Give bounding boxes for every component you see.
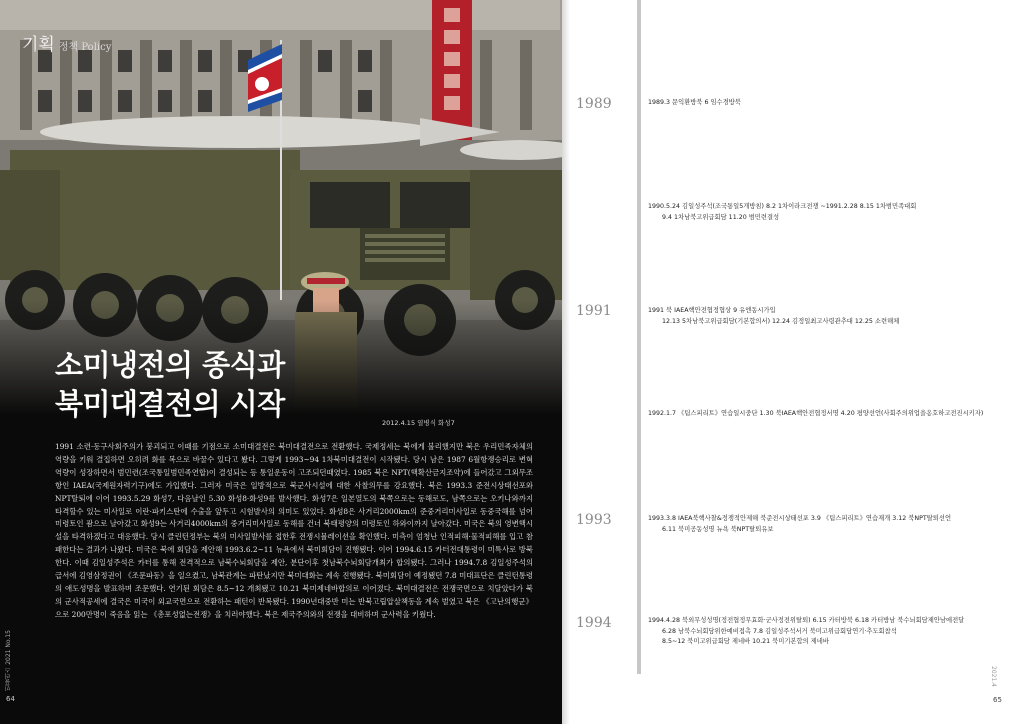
- timeline-entry-line: 12.13 5차남북고위급회담(기본합의서) 12.24 김정일최고사령관추대 12.25 소련해체: [662, 317, 900, 325]
- photo-caption: 2012.4.15 열병식 화성7: [382, 419, 455, 427]
- timeline-entry: [648, 514, 951, 535]
- timeline-entry-line: 1994.4.28 북외무성성명(정전협정무효화·군사정전위탈퇴) 6.15 카터방북 6.18 카터방남 북수뇌회담제안남에전달: [648, 617, 965, 624]
- timeline-entry-line: 1993.3.8 IAEA북핵사찰&정쟁적안제해 북준전시상태선포 3.9 《팀스피리트》연습재개 3.12 북NPT탈퇴선언: [648, 515, 952, 522]
- timeline-entry: [648, 616, 964, 648]
- timeline-entry-line: 6.11 북미공동성명 뉴욕 북NPT탈퇴유보: [662, 525, 774, 533]
- headline-line-1: 소미냉전의 종식과: [55, 348, 285, 382]
- timeline-entry: [648, 202, 916, 223]
- section-sub-label: 정책 Policy: [58, 42, 112, 53]
- page-number-right: 65: [993, 696, 1002, 704]
- timeline-year: 1993: [576, 512, 612, 528]
- timeline-bar: [637, 0, 641, 674]
- section-tag: [22, 30, 111, 55]
- timeline-entry: [648, 409, 983, 420]
- article-body: 1991 소련·동구사회주의가 붕괴되고 이때를 기점으로 소미대결전은 북미대결전으로 전환했다. 국제정세는 북에게 불리했지만 북은 우리민족자체의 역량을 키워 결집하면 오히려 화를 복으로 바꿀수 있다고 봤다. 그렇게 1993~94 1차북미대결전이 시작됐다. 당시 남은 1987 6월항쟁승리로 변혁역량이 성장하면서 범민련(조국통일범민족연합)이 결성되는 등 통일운동이 고조되던때였다. 1985 북은 NPT(핵확산금지조약)에 들어갔고 그외무조항인 IAEA(국제원자력기구)에도 가입했다. 그러자 미국은 일방적으로 북군사시설에 대한 사찰의무를 강요했다. 북은 1993.3 준전시상태선포와 NPT탈퇴에 이어 1993.5.29 화성7, 다음날인 5.30 화성8·화성9를 발사했다. 화성7은 일본열도의 북쪽으로는 동해로도, 남쪽으로는 오키나와까지 타격할수 있는 미사일로 이란·파키스탄에 수출을 앞두고 시험발사의 의미도 있었다. 화성8은 사거리2000km의 준중거리미사일로 동중국해를 넘어 미령토인 괌으로 날아갔고 화성9는 사거리4000km의 중거리미사일로 동해를 건너 북태평양의 미령토인 하와이까지 날아갔다. 미국은 북의 영변핵시설을 타격하겠다고 대응했다. 당시 클린턴정부는 북의 미사일발사를 접한후 전쟁시뮬레이션을 확인했다. 미측이 엄청난 인적피해·물적피해를 입고 참패한다는 결과가 나왔다. 미국은 북에 회담을 제안해 1993.6.2~11 뉴욕에서 북미회담이 진행됐다. 이어 1994.6.15 카터전대통령이 미특사로 방북한다. 이때 김일성주석은 카터를 통해 전격적으로 남북수뇌회담을 제안, 분단이후 첫남북수뇌회담개최가 합의됐다. 그러나 1994.7.8 김일성주석의 급서에 김영삼정권이 《조문파동》을 일으켰고, 남북관계는 파탄났지만 북미대화는 계속 진행됐다. 북미회담이 예정됐던 7.8 미대표단은 클린턴통령의 애도성명을 발표하며 조문했다. 연기된 회담은 8.5~12 개최됐고 10.21 북미제네바합의로 이어졌다. 북미대결전은 전쟁국면으로 치달았다가 북의 군사적공세에 결국은 미국이 외교국면으로 전환하는 패턴이 반복됐다. 1990년대중반 미는 반북고립압살책동을 계속 벌였고 북은 《고난의행군》으로 200만명이 죽음을 읽는 《총포성없는전쟁》을 치러야했다. 북은 제국주의와의 전쟁을 대비하며 군사력을 키웠다.: [55, 442, 536, 619]
- page-gutter: [562, 0, 570, 724]
- timeline-entry-line: 6.28 남북수뇌회담위한예비접촉 7.8 김일성주석서거 북미고위급회담연기·추도회참석: [662, 627, 897, 635]
- timeline-entry-line: 1991 북 IAEA핵안전협정협상 9 유엔동시가입: [648, 307, 776, 314]
- right-page: [562, 0, 1024, 724]
- article-headline: [55, 346, 285, 424]
- page-number-left: 64: [6, 695, 15, 703]
- timeline-entry-line: 1992.1.7 《팀스피리트》연습일시중단 1.30 북IAEA핵안전협정서명 4.20 평양선언(사회주의위업을옹호하고전진시키자): [648, 410, 984, 417]
- timeline-entry-line: 1989.3 문익환방북 6 임수경방북: [648, 99, 741, 106]
- section-label: 기획: [22, 35, 55, 55]
- magazine-side-title: 민플러스 2021 No.15: [5, 630, 12, 691]
- timeline-year: 1991: [576, 303, 612, 319]
- timeline-entry-line: 9.4 1차남북고위급회담 11.20 범민련결성: [662, 213, 780, 221]
- timeline-entry-line: 1990.5.24 김일성주석(조국통일5개방침) 8.2 1차이라크전쟁 ~1991.2.28 8.15 1차범민족대회: [648, 203, 917, 210]
- timeline-year: 1994: [576, 615, 612, 631]
- issue-date: 2021.4: [990, 666, 997, 687]
- headline-line-2: 북미대결전의 시작: [55, 387, 285, 421]
- timeline-year: 1989: [576, 96, 612, 112]
- timeline-entry: [648, 306, 899, 327]
- timeline-entry: [648, 98, 741, 109]
- timeline-entry-line: 8.5~12 북미고위급회담 제네바 10.21 북미기본합의 제네바: [662, 638, 829, 645]
